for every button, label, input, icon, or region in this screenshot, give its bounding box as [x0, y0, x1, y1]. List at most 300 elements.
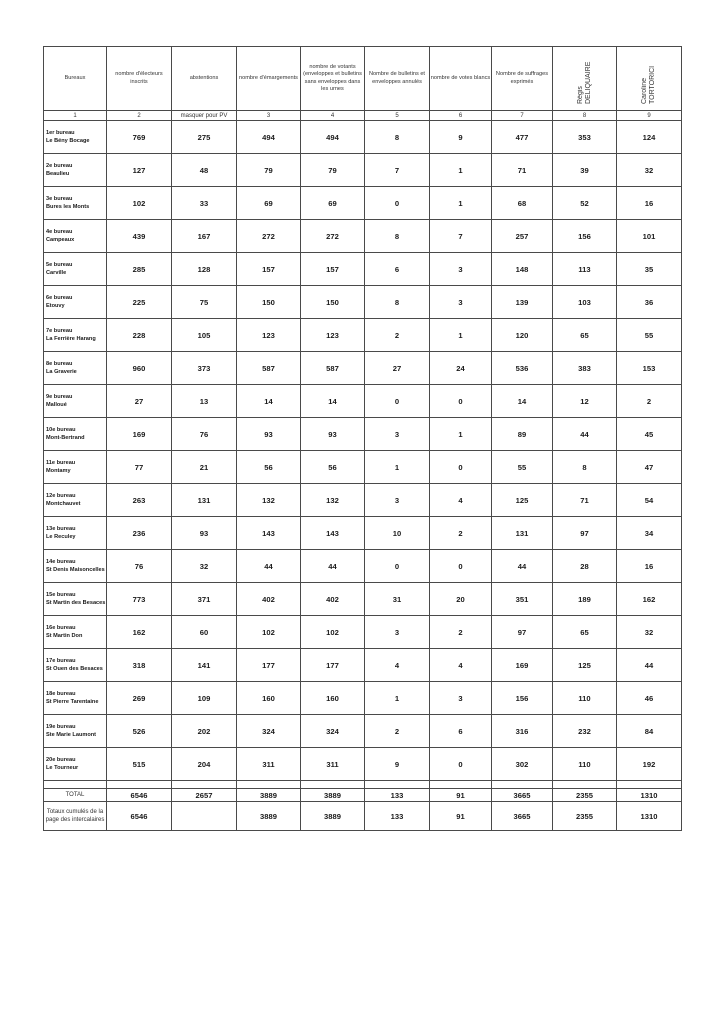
value-cell: 351 [492, 583, 553, 616]
total-value-cell: 3889 [237, 789, 301, 802]
value-cell: 131 [492, 517, 553, 550]
value-cell: 1 [430, 154, 492, 187]
bureau-place: Mont-Bertrand [46, 435, 85, 442]
bureau-place: Ste Marie Laumont [46, 732, 97, 739]
value-cell: 89 [492, 418, 553, 451]
value-cell: 0 [365, 187, 430, 220]
value-cell: 56 [301, 451, 365, 484]
value-cell: 56 [237, 451, 301, 484]
header-abstentions: abstentions [172, 47, 237, 111]
value-cell: 169 [107, 418, 172, 451]
value-cell: 55 [492, 451, 553, 484]
value-cell: 373 [172, 352, 237, 385]
value-cell: 68 [492, 187, 553, 220]
total-value-cell: 1310 [617, 802, 682, 831]
header-annules: Nombre de bulletins et enveloppes annulés [365, 47, 430, 111]
value-cell: 0 [430, 748, 492, 781]
bureau-name-cell [44, 286, 107, 319]
value-cell: 24 [430, 352, 492, 385]
value-cell: 4 [365, 649, 430, 682]
value-cell: 769 [107, 121, 172, 154]
value-cell: 75 [172, 286, 237, 319]
value-cell: 12 [553, 385, 617, 418]
value-cell: 204 [172, 748, 237, 781]
header-inscrits: nombre d'électeurs inscrits [107, 47, 172, 111]
value-cell: 97 [553, 517, 617, 550]
value-cell: 225 [107, 286, 172, 319]
value-cell: 33 [172, 187, 237, 220]
value-cell: 960 [107, 352, 172, 385]
value-cell: 47 [617, 451, 682, 484]
bureau-name-cell [44, 319, 107, 352]
value-cell: 275 [172, 121, 237, 154]
value-cell: 97 [492, 616, 553, 649]
bureau-number: 4e bureau [46, 229, 73, 235]
value-cell: 54 [617, 484, 682, 517]
total-row-label: TOTAL [44, 789, 107, 802]
value-cell: 69 [301, 187, 365, 220]
blank-cell [107, 781, 172, 789]
value-cell: 93 [172, 517, 237, 550]
column-number: 2 [107, 111, 172, 121]
bureau-name-cell [44, 748, 107, 781]
bureau-place: Campeaux [46, 237, 75, 244]
value-cell: 9 [365, 748, 430, 781]
value-cell: 31 [365, 583, 430, 616]
column-number: 7 [492, 111, 553, 121]
value-cell: 167 [172, 220, 237, 253]
total-value-cell: 1310 [617, 789, 682, 802]
value-cell: 44 [617, 649, 682, 682]
blank-cell [301, 781, 365, 789]
bureau-number: 14e bureau [46, 559, 76, 565]
value-cell: 69 [237, 187, 301, 220]
value-cell: 2 [365, 715, 430, 748]
value-cell: 3 [365, 418, 430, 451]
value-cell: 0 [430, 550, 492, 583]
table-row [44, 517, 682, 550]
table-row [44, 121, 682, 154]
value-cell: 102 [301, 616, 365, 649]
header-emargements: nombre d'émargements [237, 47, 301, 111]
bureau-number: 10e bureau [46, 427, 76, 433]
value-cell: 257 [492, 220, 553, 253]
bureau-name-cell [44, 418, 107, 451]
value-cell: 3 [430, 286, 492, 319]
value-cell: 76 [172, 418, 237, 451]
value-cell: 8 [553, 451, 617, 484]
bureau-name-cell [44, 682, 107, 715]
value-cell: 3 [365, 484, 430, 517]
value-cell: 371 [172, 583, 237, 616]
bureau-number: 12e bureau [46, 493, 76, 499]
value-cell: 2 [365, 319, 430, 352]
value-cell: 132 [237, 484, 301, 517]
value-cell: 105 [172, 319, 237, 352]
value-cell: 536 [492, 352, 553, 385]
total-value-cell [172, 802, 237, 831]
value-cell: 14 [492, 385, 553, 418]
value-cell: 439 [107, 220, 172, 253]
value-cell: 128 [172, 253, 237, 286]
bureau-place: St Ouen des Besaces [46, 666, 103, 673]
value-cell: 101 [617, 220, 682, 253]
bureau-place: Le Bény Bocage [46, 138, 90, 145]
bureau-name-cell [44, 253, 107, 286]
value-cell: 587 [301, 352, 365, 385]
value-cell: 84 [617, 715, 682, 748]
value-cell: 148 [492, 253, 553, 286]
blank-row [44, 781, 682, 789]
value-cell: 32 [172, 550, 237, 583]
value-cell: 44 [492, 550, 553, 583]
value-cell: 27 [107, 385, 172, 418]
value-cell: 3 [430, 253, 492, 286]
bureau-name-cell [44, 352, 107, 385]
value-cell: 132 [301, 484, 365, 517]
value-cell: 14 [301, 385, 365, 418]
value-cell: 189 [553, 583, 617, 616]
value-cell: 1 [365, 451, 430, 484]
candidate-2-name: Caroline TORTORICI [641, 65, 656, 104]
value-cell: 402 [301, 583, 365, 616]
blank-cell [617, 781, 682, 789]
value-cell: 236 [107, 517, 172, 550]
value-cell: 515 [107, 748, 172, 781]
column-number: 8 [553, 111, 617, 121]
value-cell: 10 [365, 517, 430, 550]
bureau-place: St Pierre Tarentaine [46, 699, 99, 706]
blank-cell [172, 781, 237, 789]
bureau-number: 15e bureau [46, 592, 76, 598]
column-number: masquer pour PV [172, 111, 237, 121]
value-cell: 0 [365, 385, 430, 418]
column-number: 4 [301, 111, 365, 121]
bureau-number: 11e bureau [46, 460, 76, 466]
value-cell: 272 [237, 220, 301, 253]
bureau-name-cell [44, 550, 107, 583]
table-row [44, 319, 682, 352]
bureau-place: Montchauvet [46, 501, 81, 508]
value-cell: 162 [617, 583, 682, 616]
bureau-place: La Ferrière Harang [46, 336, 96, 343]
table-row [44, 748, 682, 781]
table-row [44, 352, 682, 385]
value-cell: 7 [365, 154, 430, 187]
table-row [44, 187, 682, 220]
value-cell: 526 [107, 715, 172, 748]
value-cell: 232 [553, 715, 617, 748]
bureau-place: Bures les Monts [46, 204, 90, 211]
value-cell: 2 [430, 616, 492, 649]
value-cell: 228 [107, 319, 172, 352]
total-value-cell: 3889 [301, 802, 365, 831]
value-cell: 9 [430, 121, 492, 154]
header-row [44, 47, 682, 111]
blank-cell [492, 781, 553, 789]
value-cell: 125 [553, 649, 617, 682]
table-row [44, 583, 682, 616]
total-value-cell: 91 [430, 802, 492, 831]
bureau-number: 9e bureau [46, 394, 73, 400]
bureau-number: 6e bureau [46, 295, 73, 301]
header-votants: nombre de votants (enveloppes et bulletins sans enveloppes dans les urnes [301, 47, 365, 111]
value-cell: 402 [237, 583, 301, 616]
column-number: 5 [365, 111, 430, 121]
value-cell: 3 [430, 682, 492, 715]
value-cell: 157 [237, 253, 301, 286]
bureau-number: 16e bureau [46, 625, 76, 631]
bureau-name-cell [44, 220, 107, 253]
value-cell: 156 [553, 220, 617, 253]
value-cell: 8 [365, 121, 430, 154]
header-candidate-2 [617, 47, 682, 111]
total-value-cell: 3665 [492, 789, 553, 802]
table-row [44, 253, 682, 286]
value-cell: 160 [301, 682, 365, 715]
bureau-name-cell [44, 451, 107, 484]
value-cell: 28 [553, 550, 617, 583]
value-cell: 353 [553, 121, 617, 154]
value-cell: 65 [553, 616, 617, 649]
value-cell: 120 [492, 319, 553, 352]
total-value-cell: 133 [365, 789, 430, 802]
value-cell: 79 [237, 154, 301, 187]
value-cell: 311 [237, 748, 301, 781]
value-cell: 27 [365, 352, 430, 385]
value-cell: 16 [617, 550, 682, 583]
bureau-number: 3e bureau [46, 196, 73, 202]
total-value-cell: 91 [430, 789, 492, 802]
value-cell: 110 [553, 748, 617, 781]
value-cell: 32 [617, 154, 682, 187]
total-value-cell: 6546 [107, 802, 172, 831]
value-cell: 192 [617, 748, 682, 781]
value-cell: 127 [107, 154, 172, 187]
column-number: 6 [430, 111, 492, 121]
bureau-place: Carville [46, 270, 67, 277]
value-cell: 263 [107, 484, 172, 517]
bureau-name-cell [44, 121, 107, 154]
value-cell: 60 [172, 616, 237, 649]
value-cell: 102 [237, 616, 301, 649]
value-cell: 316 [492, 715, 553, 748]
value-cell: 21 [172, 451, 237, 484]
value-cell: 36 [617, 286, 682, 319]
value-cell: 1 [430, 418, 492, 451]
blank-cell [365, 781, 430, 789]
value-cell: 202 [172, 715, 237, 748]
table-row [44, 550, 682, 583]
blank-cell [430, 781, 492, 789]
bureau-name-cell [44, 583, 107, 616]
bureau-number: 19e bureau [46, 724, 76, 730]
value-cell: 160 [237, 682, 301, 715]
header-bureaux: Bureaux [44, 47, 107, 111]
bureau-name-cell [44, 517, 107, 550]
table-row [44, 418, 682, 451]
value-cell: 153 [617, 352, 682, 385]
value-cell: 46 [617, 682, 682, 715]
bureau-place: Beaulieu [46, 171, 70, 178]
value-cell: 139 [492, 286, 553, 319]
value-cell: 0 [430, 451, 492, 484]
value-cell: 7 [430, 220, 492, 253]
value-cell: 143 [237, 517, 301, 550]
bureau-name-cell [44, 154, 107, 187]
value-cell: 177 [301, 649, 365, 682]
value-cell: 177 [237, 649, 301, 682]
blank-cell [44, 781, 107, 789]
value-cell: 494 [301, 121, 365, 154]
column-number: 9 [617, 111, 682, 121]
total-value-cell: 2355 [553, 802, 617, 831]
cumulative-row-label: Totaux cumulés de la page des intercalaires [44, 802, 107, 831]
total-value-cell: 3889 [301, 789, 365, 802]
total-value-cell: 6546 [107, 789, 172, 802]
bureau-place: Le Reculey [46, 534, 76, 541]
value-cell: 113 [553, 253, 617, 286]
column-number: 1 [44, 111, 107, 121]
bureau-name-cell [44, 616, 107, 649]
value-cell: 52 [553, 187, 617, 220]
value-cell: 110 [553, 682, 617, 715]
value-cell: 169 [492, 649, 553, 682]
value-cell: 6 [365, 253, 430, 286]
total-value-cell: 3665 [492, 802, 553, 831]
value-cell: 324 [301, 715, 365, 748]
value-cell: 48 [172, 154, 237, 187]
value-cell: 2 [430, 517, 492, 550]
value-cell: 76 [107, 550, 172, 583]
value-cell: 32 [617, 616, 682, 649]
value-cell: 269 [107, 682, 172, 715]
value-cell: 141 [172, 649, 237, 682]
value-cell: 477 [492, 121, 553, 154]
table-row [44, 484, 682, 517]
table-row [44, 385, 682, 418]
value-cell: 162 [107, 616, 172, 649]
header-exprimes: Nombre de suffrages exprimés [492, 47, 553, 111]
value-cell: 34 [617, 517, 682, 550]
value-cell: 1 [365, 682, 430, 715]
value-cell: 65 [553, 319, 617, 352]
bureau-place: Etouvy [46, 303, 65, 310]
bureau-number: 8e bureau [46, 361, 73, 367]
value-cell: 79 [301, 154, 365, 187]
bureau-number: 13e bureau [46, 526, 76, 532]
value-cell: 1 [430, 319, 492, 352]
table-row [44, 682, 682, 715]
bureau-place: St Martin des Besaces [46, 600, 106, 607]
table-row [44, 649, 682, 682]
table-row [44, 286, 682, 319]
bureau-number: 5e bureau [46, 262, 73, 268]
bureau-name-cell [44, 715, 107, 748]
value-cell: 6 [430, 715, 492, 748]
value-cell: 285 [107, 253, 172, 286]
bureau-number: 2e bureau [46, 163, 73, 169]
bureau-number: 7e bureau [46, 328, 73, 334]
value-cell: 4 [430, 484, 492, 517]
bureau-place: Malloué [46, 402, 67, 409]
total-value-cell: 2657 [172, 789, 237, 802]
value-cell: 494 [237, 121, 301, 154]
value-cell: 773 [107, 583, 172, 616]
bureau-place: Montamy [46, 468, 71, 475]
value-cell: 157 [301, 253, 365, 286]
blank-cell [553, 781, 617, 789]
value-cell: 0 [365, 550, 430, 583]
value-cell: 103 [553, 286, 617, 319]
value-cell: 71 [492, 154, 553, 187]
value-cell: 45 [617, 418, 682, 451]
bureau-number: 1er bureau [46, 130, 75, 136]
bureau-place: La Graverie [46, 369, 77, 376]
value-cell: 123 [301, 319, 365, 352]
bureau-name-cell [44, 385, 107, 418]
value-cell: 44 [553, 418, 617, 451]
value-cell: 102 [107, 187, 172, 220]
election-results-table [43, 46, 682, 831]
value-cell: 131 [172, 484, 237, 517]
table-row [44, 616, 682, 649]
value-cell: 0 [430, 385, 492, 418]
value-cell: 124 [617, 121, 682, 154]
value-cell: 44 [237, 550, 301, 583]
value-cell: 324 [237, 715, 301, 748]
value-cell: 2 [617, 385, 682, 418]
bureau-name-cell [44, 484, 107, 517]
bureau-name-cell [44, 649, 107, 682]
value-cell: 125 [492, 484, 553, 517]
bureau-place: Le Tourneur [46, 765, 79, 772]
bureau-number: 18e bureau [46, 691, 76, 697]
value-cell: 93 [301, 418, 365, 451]
value-cell: 3 [365, 616, 430, 649]
value-cell: 20 [430, 583, 492, 616]
table-row [44, 220, 682, 253]
candidate-1-name: Régis DELIQUAIRE [576, 61, 592, 104]
value-cell: 587 [237, 352, 301, 385]
bureau-number: 20e bureau [46, 757, 76, 763]
value-cell: 16 [617, 187, 682, 220]
table-row [44, 451, 682, 484]
value-cell: 150 [301, 286, 365, 319]
value-cell: 35 [617, 253, 682, 286]
value-cell: 1 [430, 187, 492, 220]
value-cell: 383 [553, 352, 617, 385]
table-row [44, 715, 682, 748]
value-cell: 13 [172, 385, 237, 418]
bureau-place: St Martin Don [46, 633, 83, 640]
column-number: 3 [237, 111, 301, 121]
value-cell: 150 [237, 286, 301, 319]
value-cell: 93 [237, 418, 301, 451]
value-cell: 71 [553, 484, 617, 517]
value-cell: 272 [301, 220, 365, 253]
table-row [44, 154, 682, 187]
value-cell: 311 [301, 748, 365, 781]
value-cell: 302 [492, 748, 553, 781]
value-cell: 44 [301, 550, 365, 583]
value-cell: 8 [365, 220, 430, 253]
value-cell: 123 [237, 319, 301, 352]
header-candidate-1 [553, 47, 617, 111]
total-row [44, 789, 682, 802]
value-cell: 109 [172, 682, 237, 715]
value-cell: 318 [107, 649, 172, 682]
